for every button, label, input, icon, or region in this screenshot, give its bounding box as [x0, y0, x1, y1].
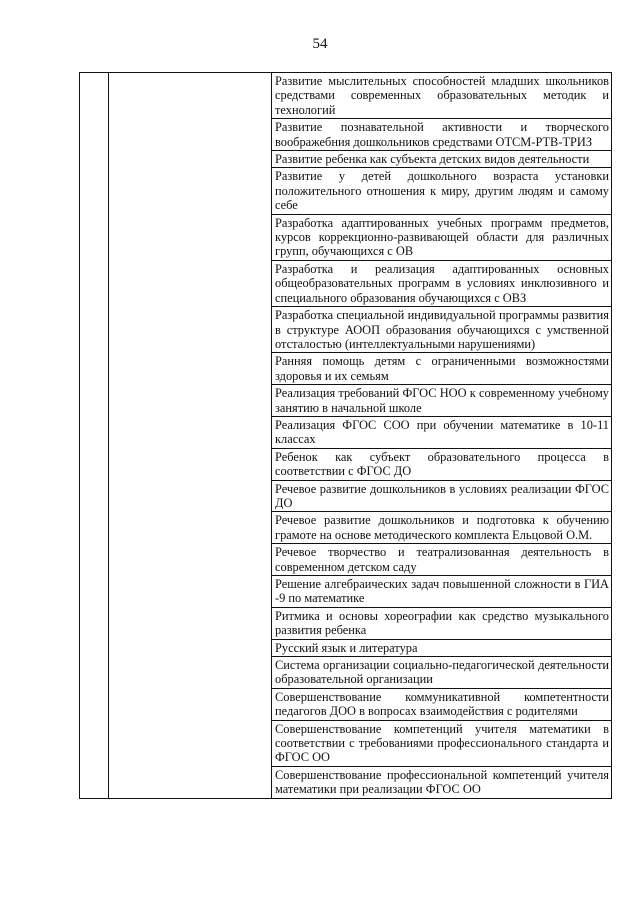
program-title: Совершенствование профессиональной компетенций учителя математики при реализации ФГОС ОО [272, 766, 612, 798]
program-title: Совершенствование компетенций учителя математики в соответствии с требованиями профессионального стандарта и ФГОС ОО [272, 720, 612, 766]
program-title: Реализация ФГОС СОО при обучении математике в 10-11 классах [272, 416, 612, 448]
program-title: Ритмика и основы хореографии как средство музыкального развития ребенка [272, 607, 612, 639]
program-title: Речевое развитие дошкольников и подготовка к обучению грамоте на основе методического комплекта Ельцовой О.М. [272, 512, 612, 544]
program-title: Развитие ребенка как субъекта детских видов деятельности [272, 151, 612, 168]
program-title: Русский язык и литература [272, 639, 612, 656]
program-title: Система организации социально-педагогической деятельности образовательной организации [272, 657, 612, 689]
program-title: Разработка адаптированных учебных программ предметов, курсов коррекционно-развивающей области для различных групп, обучающихся с ОВ [272, 214, 612, 260]
program-title: Совершенствование коммуникативной компетентности педагогов ДОО в вопросах взаимодействия с родителями [272, 688, 612, 720]
program-title: Ранняя помощь детям с ограниченными возможностями здоровья и их семьям [272, 353, 612, 385]
program-title: Речевое развитие дошкольников в условиях реализации ФГОС ДО [272, 480, 612, 512]
category-column [109, 73, 272, 799]
program-title: Реализация требований ФГОС НОО к современному учебному занятию в начальной школе [272, 385, 612, 417]
program-title: Развитие мыслительных способностей младших школьников средствами современных образовательных методик и технологий [272, 73, 612, 119]
program-title: Развитие познавательной активности и творческого воображебния дошкольников средствами ОТСМ-РТВ-ТРИЗ [272, 119, 612, 151]
course-table [79, 72, 612, 799]
program-title: Решение алгебраических задач повышенной сложности в ГИА -9 по математике [272, 576, 612, 608]
program-title: Ребенок как субъект образовательного процесса в соответствии с ФГОС ДО [272, 448, 612, 480]
page-number: 54 [312, 36, 328, 52]
number-column [80, 73, 109, 799]
program-title: Разработка и реализация адаптированных основных общеобразовательных программ в условиях инклюзивного и специального образования обучающихся с ОВЗ [272, 260, 612, 306]
table-row [80, 73, 612, 119]
program-title: Разработка специальной индивидуальной программы развития в структуре АООП образования обучающихся с умственной отсталостью (интеллектуальными нарушениями) [272, 307, 612, 353]
program-title: Развитие у детей дошкольного возраста установки положительного отношения к миру, другим людям и самому себе [272, 168, 612, 214]
program-title: Речевое творчество и театрализованная деятельность в современном детском саду [272, 544, 612, 576]
